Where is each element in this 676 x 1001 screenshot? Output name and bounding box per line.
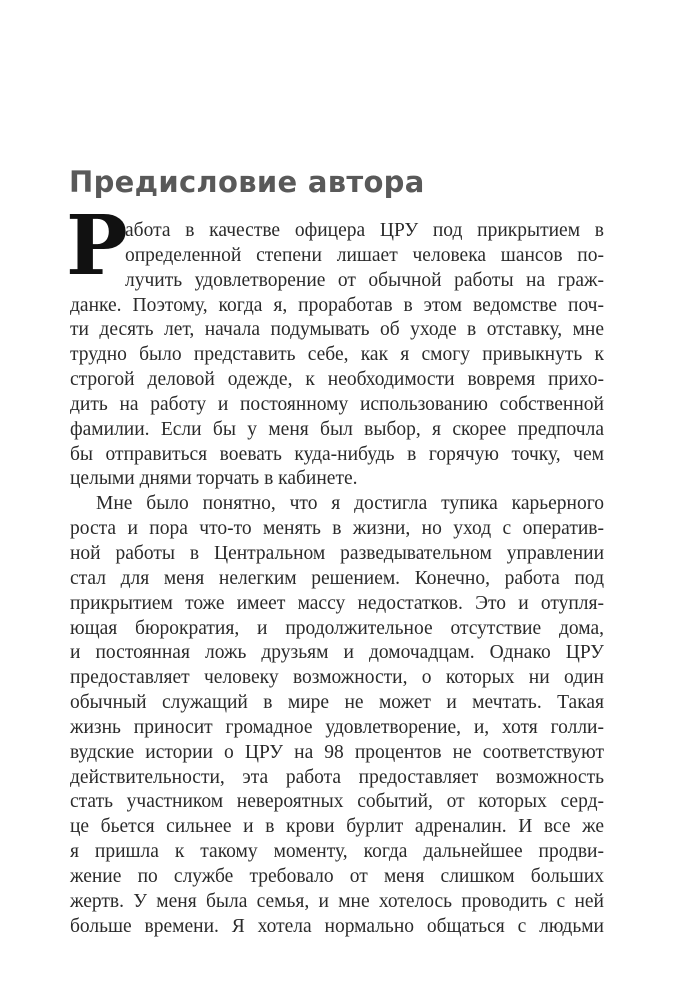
text-line: роста и пора что-то менять в жизни, но уход с оператив- (70, 518, 604, 540)
text-line: стать участником невероятных событий, от которых серд- (70, 791, 604, 813)
text-line: бы отправиться воевать куда-нибудь в горячую точку, чем (70, 443, 604, 465)
text-line: целыми днями торчать в кабинете. (70, 468, 358, 490)
text-line: стал для меня нелегким решением. Конечно, работа под (70, 567, 604, 589)
text-line: обычный служащий в мире не может и мечтать. Такая (70, 692, 604, 714)
text-line: вудские истории о ЦРУ на 98 процентов не соответствуют (70, 741, 604, 763)
text-line: прикрытием тоже имеет массу недостатков. Это и отупля- (70, 592, 604, 614)
paragraph (70, 492, 604, 939)
text-line: я пришла к такому моменту, когда дальнейшее продви- (70, 841, 604, 863)
text-line: фамилии. Если бы у меня был выбор, я скорее предпочла (70, 418, 604, 440)
text-line: и постоянная ложь друзьям и домочадцам. Однако ЦРУ (70, 642, 604, 664)
text-line: жертв. У меня была семья, и мне хотелось проводить с ней (70, 890, 604, 912)
text-line: це бьется сильнее и в крови бурлит адреналин. И все же (70, 816, 604, 838)
text-line: предоставляет человеку возможности, о которых ни один (70, 667, 604, 689)
body-text (70, 219, 604, 939)
text-line: жизнь приносит громадное удовлетворение, и, хотя голли- (70, 716, 604, 738)
text-line: жение по службе требовало от меня слишком больших (70, 865, 604, 887)
text-line: определенной степени лишает человека шансов по- (125, 244, 604, 266)
text-line: данке. Поэтому, когда я, проработав в этом ведомстве поч- (70, 294, 604, 316)
text-line: лучить удовлетворение от обычной работы на граж- (125, 269, 604, 291)
text-line: трудно было представить себе, как я смогу привыкнуть к (70, 344, 604, 366)
page-title: Предисловие автора (69, 165, 425, 200)
text-line: абота в качестве офицера ЦРУ под прикрытием в (125, 220, 604, 241)
paragraphs (70, 219, 604, 939)
text-line: дить на работу и постоянному использованию собственной (70, 393, 604, 415)
paragraph (70, 219, 604, 492)
text-line: ти десять лет, начала подумывать об уходе в отставку, мне (70, 319, 604, 341)
text-line: действительности, эта работа предоставляет возможность (70, 766, 604, 788)
text-line: строгой деловой одежде, к необходимости вовремя прихо- (70, 369, 604, 391)
drop-cap: Р (66, 198, 128, 294)
text-line: больше времени. Я хотела нормально общаться с людьми (70, 915, 604, 937)
text-line: Мне было понятно, что я достигла тупика карьерного (96, 493, 604, 515)
text-line: ющая бюрократия, и продолжительное отсутствие дома, (70, 617, 604, 639)
text-line: ной работы в Центральном разведывательном управлении (70, 542, 604, 564)
